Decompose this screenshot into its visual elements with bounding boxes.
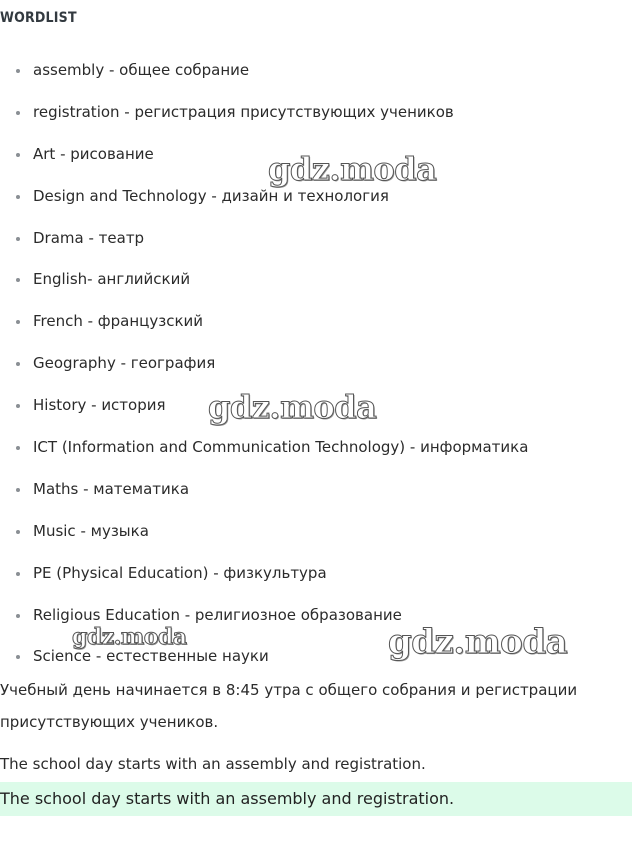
list-item xyxy=(0,218,528,260)
list-item xyxy=(0,427,528,469)
bullet-icon xyxy=(16,655,20,659)
bullet-icon xyxy=(16,237,20,241)
list-item-text: Music - музыка xyxy=(33,521,149,540)
bullet-icon xyxy=(16,572,20,576)
bullet-icon xyxy=(16,320,20,324)
list-item-text: Science - естественные науки xyxy=(33,647,269,666)
list-item-text: assembly - общее собрание xyxy=(33,61,250,79)
list-item xyxy=(0,636,528,678)
list-item-text: Design and Technology - дизайн и технология xyxy=(33,186,389,205)
list-item xyxy=(0,134,528,176)
list-item-text: Geography - география xyxy=(33,354,216,373)
watermark: gdz.moda xyxy=(72,624,187,650)
watermark: gdz.moda xyxy=(268,150,437,188)
list-item-text: English- английский xyxy=(33,270,191,289)
list-item-text: registration - регистрация присутствующих учеников xyxy=(33,102,454,121)
list-item-text: Drama - театр xyxy=(33,228,145,247)
list-item-text: ICT (Information and Communication Technology) - информатика xyxy=(33,438,529,457)
paragraph-russian: Учебный день начинается в 8:45 утра с общего собрания и регистрации присутствующих учеников. xyxy=(0,681,578,731)
list-item-text: History - история xyxy=(33,396,166,415)
list-item xyxy=(0,50,528,92)
list-item xyxy=(0,176,528,218)
watermark: gdz.moda xyxy=(208,388,377,426)
list-item xyxy=(0,385,528,427)
bullet-icon xyxy=(16,69,20,73)
list-item-text: French - французский xyxy=(33,312,204,331)
list-item xyxy=(0,92,528,134)
list-item xyxy=(0,511,528,553)
list-item-text: Art - рисование xyxy=(33,144,154,163)
bullet-icon xyxy=(16,446,20,450)
list-item xyxy=(0,343,528,385)
list-item xyxy=(0,301,528,343)
bullet-icon xyxy=(16,488,20,492)
list-item xyxy=(0,553,528,595)
bullet-icon xyxy=(16,614,20,618)
list-item-text: Maths - математика xyxy=(33,479,190,498)
bullet-icon xyxy=(16,278,20,282)
bullet-icon xyxy=(16,362,20,366)
list-item xyxy=(0,259,528,301)
paragraph-english: The school day starts with an assembly and registration. xyxy=(0,755,426,773)
wordlist-heading: WORDLIST xyxy=(0,10,77,26)
bullet-icon xyxy=(16,153,20,157)
bullet-icon xyxy=(16,404,20,408)
list-item xyxy=(0,595,528,637)
list-item-text: Religious Education - религиозное образование xyxy=(33,605,402,624)
bullet-icon xyxy=(16,195,20,199)
bullet-icon xyxy=(16,530,20,534)
bullet-icon xyxy=(16,111,20,115)
wordlist xyxy=(0,50,528,678)
highlighted-sentence: The school day starts with an assembly and registration. xyxy=(0,782,632,816)
watermark: gdz.moda xyxy=(388,622,568,662)
list-item-text: PE (Physical Education) - физкультура xyxy=(33,563,327,582)
list-item xyxy=(0,469,528,511)
